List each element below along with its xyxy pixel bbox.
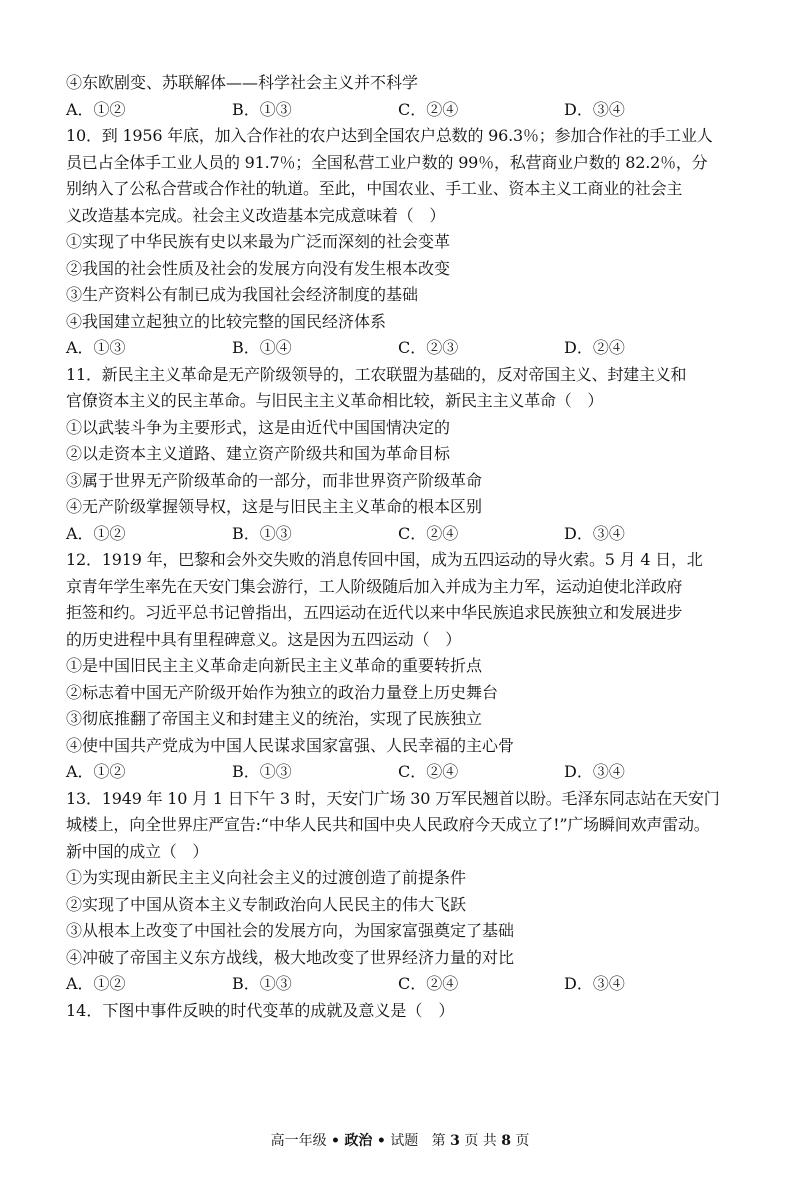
footer-page-mid: 页 共 — [464, 1133, 497, 1149]
q11-stem-line: 官僚资本主义的民主革命。与旧民主主义革命相比较，新民主主义革命（ ） — [66, 391, 604, 410]
q10-options — [66, 335, 746, 362]
q12-item-1: ①是中国旧民主主义革命走向新民主主义革命的重要转折点 — [66, 656, 483, 675]
q11-options — [66, 521, 746, 548]
footer-page-suffix: 页 — [515, 1133, 530, 1149]
q9-option-d: D．③④ — [564, 99, 625, 119]
q13-item-2: ②实现了中国从资本主义专制政治向人民民主的伟大飞跃 — [66, 894, 467, 914]
q10-option-b: B．①④ — [232, 338, 292, 357]
footer-kind: 试题 — [390, 1133, 419, 1149]
q12-option-a: A．①② — [66, 762, 126, 781]
q12-item-3: ③彻底推翻了帝国主义和封建主义的统治，实现了民族独立 — [66, 709, 483, 728]
q10-item-4: ④我国建立起独立的比较完整的国民经济体系 — [66, 311, 387, 331]
q9-item-4: ④东欧剧变、苏联解体——科学社会主义并不科学 — [66, 73, 419, 92]
q10-item-1: ①实现了中华民族有史以来最为广泛而深刻的社会变革 — [66, 232, 451, 251]
q12-option-d: D．③④ — [564, 762, 625, 781]
q11-stem-line: 11．新民主主义革命是无产阶级领导的，工农联盟为基础的，反对帝国主义、封建主义和 — [66, 364, 687, 384]
q10-stem-line: 别纳入了公私合营或合作社的轨道。至此，中国农业、手工业、资本主义工商业的社会主 — [66, 179, 683, 198]
q13-stem-line: 新中国的成立（ ） — [66, 841, 209, 861]
q10-stem-line: 义改造基本完成。社会主义改造基本完成意味着（ ） — [66, 205, 446, 225]
q13-option-d: D．③④ — [564, 974, 625, 993]
q11-item-2: ②以走资本主义道路、建立资产阶级共和国为革命目标 — [66, 444, 451, 463]
q11-option-d: D．③④ — [564, 523, 625, 543]
q10-stem-line: 10．到 1956 年底，加入合作社的农户达到全国农户总数的 96.3％；参加合作社的手工业人 — [66, 126, 713, 145]
q9-options — [66, 97, 746, 124]
q12-stem-line: 的历史进程中具有里程碑意义。这是因为五四运动（ ） — [66, 629, 462, 649]
q12-options — [66, 759, 746, 786]
q12-stem-line: 12．1919 年，巴黎和会外交失败的消息传回中国，成为五四运动的导火索。5 月 4 日，北 — [66, 550, 703, 569]
q9-option-a: A．①② — [66, 99, 126, 119]
q13-option-c: C．②④ — [398, 974, 459, 993]
q10-option-c: C．②③ — [398, 338, 459, 357]
question-column — [66, 70, 746, 1024]
q13-stem-line: 13．1949 年 10 月 1 日下午 3 时，天安门广场 30 万军民翘首以盼。毛泽东同志站在天安门 — [66, 788, 720, 808]
q11-item-3: ③属于世界无产阶级革命的一部分，而非世界资产阶级革命 — [66, 470, 483, 490]
q12-option-c: C．②④ — [398, 762, 459, 781]
q13-item-4: ④冲破了帝国主义东方战线，极大地改变了世界经济力量的对比 — [66, 947, 515, 967]
q13-item-3: ③从根本上改变了中国社会的发展方向，为国家富强奠定了基础 — [66, 921, 515, 940]
q13-item-1: ①为实现由新民主主义向社会主义的过渡创造了前提条件 — [66, 868, 467, 887]
footer-separator: • — [331, 1133, 340, 1149]
q10-item-3: ③生产资料公有制已成为我国社会经济制度的基础 — [66, 285, 419, 304]
q12-item-2: ②标志着中国无产阶级开始作为独立的政治力量登上历史舞台 — [66, 682, 499, 702]
q12-item-4: ④使中国共产党成为中国人民谋求国家富强、人民幸福的主心骨 — [66, 735, 515, 755]
footer-grade: 高一年级 — [270, 1133, 327, 1149]
q9-option-c: C．②④ — [398, 99, 459, 119]
q11-item-4: ④无产阶级掌握领导权，这是与旧民主主义革命的根本区别 — [66, 497, 483, 516]
q13-option-a: A．①② — [66, 974, 126, 993]
q12-stem-line: 京青年学生率先在天安门集会游行，工人阶级随后加入并成为主力军，运动迫使北洋政府 — [66, 576, 683, 596]
q10-option-d: D．②④ — [564, 338, 625, 357]
q13-options — [66, 971, 746, 998]
q10-option-a: A．①③ — [66, 338, 126, 357]
footer-separator: • — [376, 1133, 386, 1149]
footer-page-number: 3 — [450, 1133, 460, 1149]
q11-item-1: ①以武装斗争为主要形式，这是由近代中国国情决定的 — [66, 417, 451, 437]
footer-page-prefix: 第 — [431, 1133, 446, 1149]
q13-option-b: B．①③ — [232, 974, 292, 993]
q14-stem: 14．下图中事件反映的时代变革的成就及意义是（ ） — [66, 1000, 455, 1020]
q13-stem-line: 城楼上，向全世界庄严宣告:“中华人民共和国中央人民政府今天成立了!”广场瞬间欢声雷动。 — [66, 815, 710, 834]
q12-stem-line: 拒签和约。习近平总书记曾指出，五四运动在近代以来中华民族追求民族独立和发展进步 — [66, 603, 683, 622]
q11-option-b: B．①③ — [232, 523, 292, 543]
q11-option-a: A．①② — [66, 523, 126, 543]
q10-item-2: ②我国的社会性质及社会的发展方向没有发生根本改变 — [66, 258, 451, 278]
footer-subject: 政治 — [344, 1133, 373, 1149]
page-footer — [0, 1130, 800, 1150]
q11-option-c: C．②④ — [398, 523, 459, 543]
footer-page-total: 8 — [501, 1133, 511, 1149]
q10-stem-line: 员已占全体手工业人员的 91.7％；全国私营工业户数的 99％，私营商业户数的 82.2％，分 — [66, 152, 708, 172]
q12-option-b: B．①③ — [232, 762, 292, 781]
q9-option-b: B．①③ — [232, 99, 292, 119]
